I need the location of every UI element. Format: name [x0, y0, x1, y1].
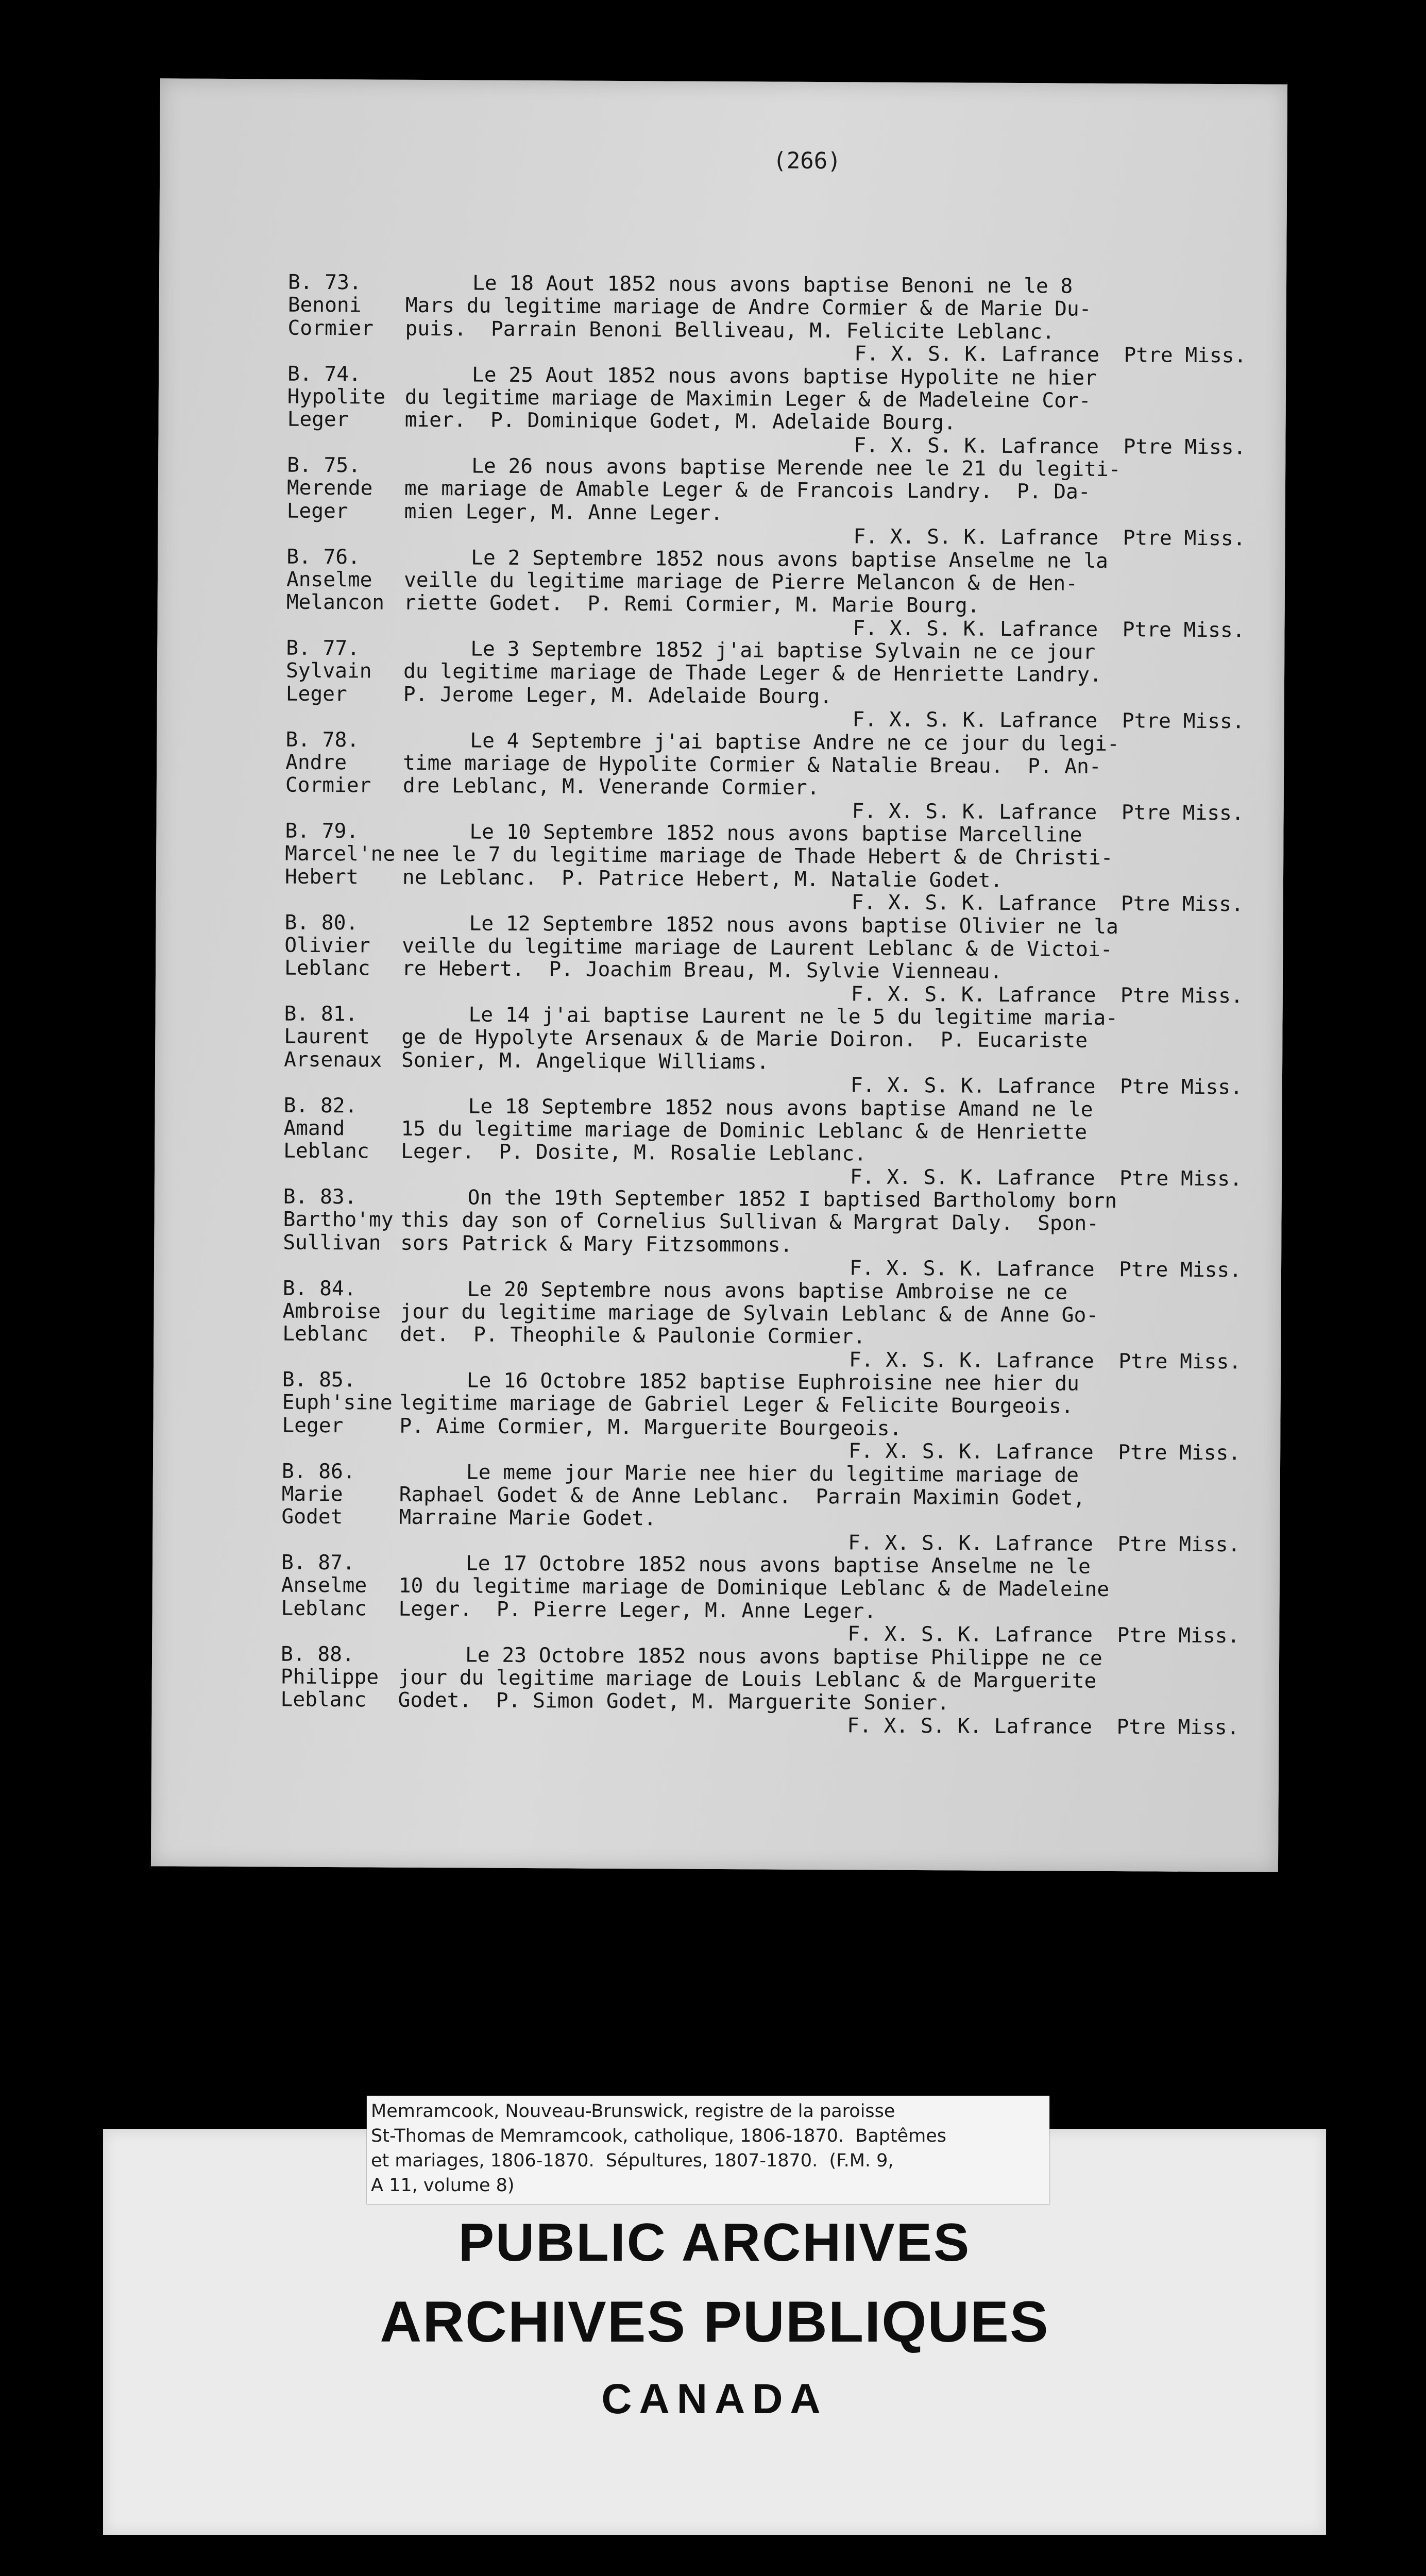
entry-text	[405, 272, 1286, 345]
entry-text	[400, 1277, 1281, 1350]
baptism-entry	[285, 820, 1285, 917]
entry-line: time mariage de Hypolite Cormier & Natalie Breau. P. An-	[403, 751, 1101, 778]
baptism-entry	[283, 1094, 1283, 1191]
entry-margin	[287, 271, 409, 340]
entry-number: B. 75.	[287, 453, 361, 478]
baptism-entry	[281, 1551, 1281, 1648]
entry-number: B. 76.	[286, 545, 361, 569]
entry-first-name: Sylvain	[285, 658, 372, 683]
entry-surname: Cormier	[287, 316, 374, 341]
entry-first-name: Philippe	[280, 1665, 379, 1689]
entry-line: On the 19th September 1852 I baptised Bartholomy born	[467, 1185, 1117, 1213]
entry-text	[404, 454, 1286, 528]
entry-number: B. 83.	[283, 1184, 357, 1209]
entry-surname: Hebert	[284, 865, 359, 889]
entry-line: Godet. P. Simon Godet, M. Marguerite Sonier.	[398, 1688, 949, 1715]
entry-first-name: Amand	[283, 1116, 345, 1141]
entry-first-name: Benoni	[287, 293, 362, 317]
entry-number: B. 87.	[281, 1550, 355, 1575]
entry-text	[399, 1369, 1281, 1442]
entry-line: Sonier, M. Angelique Williams.	[401, 1048, 769, 1074]
priest-signature: F. X. S. K. Lafrance Ptre Miss.	[853, 616, 1245, 642]
entry-line: ne Leblanc. P. Patrice Hebert, M. Natalie Godet.	[402, 865, 1003, 892]
entry-surname: Leblanc	[283, 1139, 369, 1163]
baptism-entry	[287, 362, 1287, 459]
priest-signature: F. X. S. K. Lafrance Ptre Miss.	[851, 890, 1244, 917]
label-line: Memramcook, Nouveau-Brunswick, registre de la paroisse	[371, 2101, 895, 2122]
entry-text	[401, 1094, 1282, 1167]
entry-number: B. 78.	[285, 727, 360, 752]
priest-signature: F. X. S. K. Lafrance Ptre Miss.	[847, 1713, 1240, 1739]
entry-line: Le 2 Septembre 1852 nous avons baptise Anselme ne la	[471, 545, 1108, 573]
entry-surname: Godet	[281, 1504, 343, 1529]
entry-first-name: Olivier	[284, 933, 370, 958]
priest-signature: F. X. S. K. Lafrance Ptre Miss.	[848, 1347, 1242, 1374]
entry-line: dre Leblanc, M. Venerande Cormier.	[402, 774, 820, 800]
entry-line: re Hebert. P. Joachim Breau, M. Sylvie Vienneau.	[401, 957, 1003, 984]
entry-margin	[287, 362, 409, 431]
label-line: St-Thomas de Memramcook, catholique, 1806-1870. Baptêmes	[371, 2126, 947, 2146]
entry-line: puis. Parrain Benoni Belliveau, M. Felicite Leblanc.	[405, 316, 1055, 344]
entry-line: nee le 7 du legitime mariage de Thade Hebert & de Christi-	[402, 842, 1113, 870]
entry-margin	[282, 1277, 404, 1346]
entry-text	[404, 546, 1285, 619]
entry-surname: Cormier	[285, 773, 371, 798]
entry-number: B. 85.	[282, 1367, 356, 1392]
entry-text	[403, 728, 1284, 802]
entry-line: Le 14 j'ai baptise Laurent ne le 5 du legitime maria-	[468, 1003, 1118, 1030]
label-line: et mariages, 1806-1870. Sépultures, 1807-1870. (F.M. 9,	[371, 2150, 894, 2171]
entry-line: du legitime mariage de Maximin Leger & de Madeleine Cor-	[404, 385, 1091, 413]
public-archives-heading: PUBLIC ARCHIVES	[458, 2213, 971, 2273]
entry-surname: Leger	[282, 1413, 344, 1438]
entry-margin	[281, 1551, 402, 1620]
entry-margin	[286, 637, 408, 706]
entry-number: B. 79.	[285, 819, 359, 843]
priest-signature: F. X. S. K. Lafrance Ptre Miss.	[850, 1073, 1243, 1099]
priest-signature: F. X. S. K. Lafrance Ptre Miss.	[847, 1622, 1240, 1648]
entry-line: mier. P. Dominique Godet, M. Adelaide Bourg.	[404, 408, 956, 435]
entry-line: mien Leger, M. Anne Leger.	[404, 499, 723, 525]
priest-signature: F. X. S. K. Lafrance Ptre Miss.	[848, 1439, 1241, 1465]
entry-margin	[284, 1003, 405, 1072]
entry-first-name: Andre	[285, 750, 347, 775]
entry-margin	[286, 545, 408, 614]
entry-line: Le 18 Aout 1852 nous avons baptise Benoni ne le 8	[472, 271, 1073, 298]
entry-margin	[283, 1094, 405, 1163]
entry-surname: Leblanc	[281, 1596, 367, 1621]
entry-first-name: Bartho'my	[283, 1207, 394, 1232]
entry-margin	[285, 820, 406, 889]
priest-signature: F. X. S. K. Lafrance Ptre Miss.	[849, 1256, 1242, 1282]
baptism-entry	[287, 271, 1287, 368]
entry-surname: Leger	[286, 499, 348, 523]
entry-margin	[283, 1185, 404, 1255]
entry-surname: Leger	[285, 682, 347, 706]
entry-surname: Sullivan	[283, 1230, 381, 1255]
entry-surname: Melancon	[286, 590, 385, 615]
entry-first-name: Anselme	[286, 567, 372, 592]
entry-line: Le 10 Septembre 1852 nous avons baptise Marcelline	[469, 820, 1082, 847]
entry-line: veille du legitime mariage de Pierre Melancon & de Hen-	[403, 568, 1078, 596]
entry-line: P. Aime Cormier, M. Marguerite Bourgeois.	[399, 1414, 902, 1440]
entry-line: Le 23 Octobre 1852 nous avons baptise Philippe ne ce	[465, 1642, 1102, 1670]
entry-surname: Arsenaux	[284, 1047, 382, 1072]
baptism-entry	[284, 911, 1284, 1008]
baptism-entry	[281, 1460, 1281, 1556]
entry-line: Le 17 Octobre 1852 nous avons baptise Anselme ne le	[465, 1551, 1091, 1579]
baptism-entries	[280, 271, 1287, 1739]
entry-number: B. 82.	[283, 1093, 358, 1117]
priest-signature: F. X. S. K. Lafrance Ptre Miss.	[850, 1164, 1243, 1191]
baptism-entry	[286, 454, 1286, 551]
priest-signature: F. X. S. K. Lafrance Ptre Miss.	[852, 799, 1244, 825]
entry-line: Raphael Godet & de Anne Leblanc. Parrain Maximin Godet,	[399, 1482, 1085, 1510]
entry-first-name: Marie	[281, 1482, 343, 1506]
priest-signature: F. X. S. K. Lafrance Ptre Miss.	[852, 707, 1245, 734]
entry-first-name: Euph'sine	[282, 1390, 393, 1415]
entry-margin	[282, 1368, 403, 1437]
entry-line: sors Patrick & Mary Fitzsommons.	[400, 1231, 793, 1257]
entry-line: Le 20 Septembre nous avons baptise Ambroise ne ce	[467, 1277, 1068, 1304]
entry-text	[400, 1186, 1282, 1259]
entry-text	[399, 1460, 1280, 1533]
entry-line: me mariage de Amable Leger & de Francois Landry. P. Da-	[404, 477, 1091, 504]
canada-heading: CANADA	[601, 2376, 828, 2422]
entry-surname: Leblanc	[280, 1687, 367, 1712]
entry-margin	[287, 454, 409, 523]
entry-margin	[281, 1460, 403, 1529]
entry-surname: Leger	[287, 407, 349, 432]
entry-line: Mars du legitime mariage de Andre Cormier & de Marie Du-	[405, 294, 1092, 321]
entry-text	[401, 1003, 1283, 1076]
entry-line: veille du legitime mariage de Laurent Leblanc & de Victoi-	[402, 934, 1113, 961]
baptism-entry	[280, 1642, 1280, 1739]
entry-first-name: Marcel'ne	[285, 841, 396, 867]
entry-first-name: Ambroise	[282, 1299, 381, 1324]
entry-text	[405, 363, 1286, 436]
priest-signature: F. X. S. K. Lafrance Ptre Miss.	[851, 981, 1243, 1008]
label-line: A 11, volume 8)	[371, 2175, 515, 2196]
page-number: (266)	[773, 147, 841, 175]
entry-line: jour du legitime mariage de Sylvain Leblanc & de Anne Go-	[400, 1299, 1099, 1327]
priest-signature: F. X. S. K. Lafrance Ptre Miss.	[853, 524, 1246, 551]
archives-publiques-heading: ARCHIVES PUBLIQUES	[380, 2290, 1049, 2354]
baptism-entry	[282, 1277, 1282, 1374]
entry-number: B. 73.	[287, 270, 362, 295]
entry-first-name: Anselme	[281, 1573, 367, 1598]
register-page	[151, 78, 1287, 1872]
entry-text	[403, 637, 1285, 710]
entry-line: P. Jerome Leger, M. Adelaide Bourg.	[403, 682, 833, 708]
entry-line: riette Godet. P. Remi Cormier, M. Marie Bourg.	[403, 591, 980, 618]
entry-first-name: Merende	[286, 476, 373, 500]
entry-line: det. P. Theophile & Paulonie Cormier.	[400, 1323, 866, 1349]
entry-line: Le 18 Septembre 1852 nous avons baptise Amand ne le	[468, 1094, 1093, 1122]
entry-margin	[284, 911, 406, 980]
entry-first-name: Hypolite	[287, 384, 386, 409]
entry-surname: Leblanc	[282, 1321, 368, 1346]
entry-line: Le 4 Septembre j'ai baptise Andre ne ce jour du legi-	[470, 728, 1119, 756]
entry-line: Leger. P. Pierre Leger, M. Anne Leger.	[398, 1597, 877, 1623]
entry-number: B. 84.	[282, 1276, 356, 1300]
entry-margin	[285, 728, 407, 797]
baptism-entry	[282, 1368, 1282, 1465]
entry-line: this day son of Cornelius Sullivan & Margrat Daly. Spon-	[400, 1208, 1099, 1236]
entry-line: Le 25 Aout 1852 nous avons baptise Hypolite ne hier	[471, 362, 1097, 390]
entry-text	[398, 1552, 1280, 1625]
entry-line: Le 26 nous avons baptise Merende nee le 21 du legiti-	[471, 454, 1121, 482]
entry-line: Marraine Marie Godet.	[399, 1505, 657, 1531]
entry-surname: Leblanc	[284, 956, 370, 980]
entry-text	[398, 1643, 1280, 1716]
entry-number: B. 80.	[284, 910, 359, 935]
entry-first-name: Laurent	[284, 1024, 370, 1049]
entry-text	[402, 911, 1283, 985]
priest-signature: F. X. S. K. Lafrance Ptre Miss.	[848, 1530, 1241, 1556]
entry-number: B. 86.	[281, 1459, 355, 1483]
entry-number: B. 77.	[286, 636, 360, 660]
baptism-entry	[286, 545, 1286, 642]
entry-line: 10 du legitime mariage de Dominique Leblanc & de Madeleine	[398, 1574, 1110, 1602]
entry-line: 15 du legitime mariage de Dominic Leblanc & de Henriette	[401, 1116, 1088, 1144]
entry-margin	[281, 1642, 402, 1711]
baptism-entry	[286, 637, 1286, 734]
entry-line: ge de Hypolyte Arsenaux & de Marie Doiron. P. Eucariste	[401, 1025, 1088, 1053]
entry-text	[402, 820, 1284, 893]
entry-number: B. 74.	[287, 362, 361, 386]
baptism-entry	[284, 1003, 1284, 1099]
entry-line: Leger. P. Dosite, M. Rosalie Leblanc.	[401, 1140, 867, 1166]
priest-signature: F. X. S. K. Lafrance Ptre Miss.	[854, 342, 1247, 368]
priest-signature: F. X. S. K. Lafrance Ptre Miss.	[854, 433, 1246, 459]
baptism-entry	[283, 1185, 1283, 1282]
entry-number: B. 88.	[280, 1642, 354, 1666]
entry-line: jour du legitime mariage de Louis Leblanc & de Marguerite	[398, 1665, 1097, 1693]
baptism-entry	[285, 728, 1285, 825]
entry-line: Le meme jour Marie nee hier du legitime mariage de	[466, 1460, 1079, 1487]
entry-number: B. 81.	[284, 1002, 358, 1026]
entry-line: Le 3 Septembre 1852 j'ai baptise Sylvain ne ce jour	[470, 637, 1096, 664]
entry-line: legitime mariage de Gabriel Leger & Felicite Bourgeois.	[399, 1391, 1074, 1419]
entry-line: Le 16 Octobre 1852 baptise Euphroisine nee hier du	[466, 1368, 1080, 1396]
entry-line: Le 12 Septembre 1852 nous avons baptise Olivier ne la	[469, 911, 1119, 939]
archive-reference-label	[367, 2096, 1049, 2204]
entry-line: du legitime mariage de Thade Leger & de Henriette Landry.	[403, 659, 1102, 687]
